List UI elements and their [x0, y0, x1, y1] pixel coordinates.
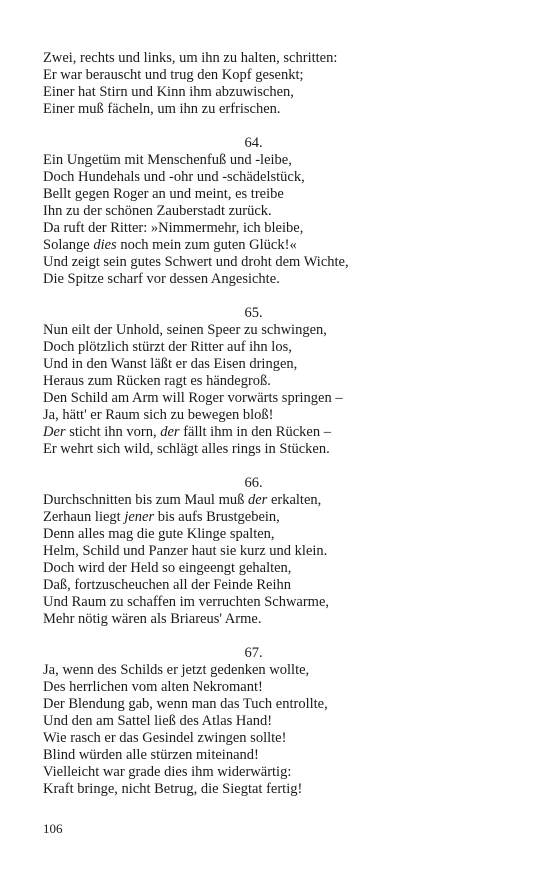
verse-line: Doch wird der Held so eingeengt gehalten,	[43, 560, 292, 576]
verse-line: Mehr nötig wären als Briareus' Arme.	[43, 611, 262, 627]
verse-line: Blind würden alle stürzen miteinand!	[43, 747, 259, 763]
verse-line: Den Schild am Arm will Roger vorwärts springen –	[43, 390, 343, 406]
emphasis: Der	[43, 424, 66, 440]
verse-line: Zerhaun liegt jener bis aufs Brustgebein,	[43, 509, 280, 525]
verse-line: Und zeigt sein gutes Schwert und droht dem Wichte,	[43, 254, 349, 270]
stanza-67	[43, 645, 483, 798]
emphasis: der	[247, 492, 268, 508]
verse-line: Er wehrt sich wild, schlägt alles rings in Stücken.	[43, 441, 330, 457]
verse-line: Da ruft der Ritter: »Nimmermehr, ich bleibe,	[43, 220, 304, 236]
verse-line: Die Spitze scharf vor dessen Angesichte.	[43, 271, 280, 287]
stanza-number: 66.	[244, 475, 263, 491]
verse-line: Doch Hundehals und -ohr und -schädelstück,	[43, 169, 305, 185]
verse-line: Einer hat Stirn und Kinn ihm abzuwischen,	[43, 84, 294, 100]
verse-line: Doch plötzlich stürzt der Ritter auf ihn los,	[43, 339, 292, 355]
verse-line: Zwei, rechts und links, um ihn zu halten, schritten:	[43, 50, 338, 66]
verse-line: Der Blendung gab, wenn man das Tuch entrollte,	[43, 696, 328, 712]
verse-line: Durchschnitten bis zum Maul muß der erkalten,	[43, 492, 322, 508]
stanza-66	[43, 475, 483, 628]
stanza-number: 67.	[244, 645, 263, 661]
stanza-number: 64.	[244, 135, 263, 151]
stanza-65	[43, 305, 483, 458]
verse-line: Kraft bringe, nicht Betrug, die Siegtat fertig!	[43, 781, 303, 797]
emphasis: dies	[93, 237, 117, 253]
verse-line: Und in den Wanst läßt er das Eisen dringen,	[43, 356, 298, 372]
verse-line: Ja, wenn des Schilds er jetzt gedenken wollte,	[43, 662, 310, 678]
verse-line: Ihn zu der schönen Zauberstadt zurück.	[43, 203, 272, 219]
verse-line: Nun eilt der Unhold, seinen Speer zu schwingen,	[43, 322, 327, 338]
stanza-64	[43, 135, 483, 288]
verse-line: Ein Ungetüm mit Menschenfuß und -leibe,	[43, 152, 292, 168]
verse-line: Wie rasch er das Gesindel zwingen sollte!	[43, 730, 287, 746]
verse-line: Und den am Sattel ließ des Atlas Hand!	[43, 713, 273, 729]
stanza-number: 65.	[244, 305, 263, 321]
verse-line: Der sticht ihn vorn, der fällt ihm in den Rücken –	[43, 424, 331, 440]
stanza-continued	[43, 50, 483, 118]
verse-line: Denn alles mag die gute Klinge spalten,	[43, 526, 275, 542]
verse-line: Vielleicht war grade dies ihm widerwärtig:	[43, 764, 292, 780]
verse-line: Des herrlichen vom alten Nekromant!	[43, 679, 263, 695]
verse-line: Solange dies noch mein zum guten Glück!«	[43, 237, 297, 253]
poem-page	[43, 50, 483, 798]
verse-line: Einer muß fächeln, um ihn zu erfrischen.	[43, 101, 281, 117]
verse-line: Helm, Schild und Panzer haut sie kurz und klein.	[43, 543, 328, 559]
emphasis: der	[160, 424, 180, 440]
verse-line: Heraus zum Rücken ragt es händegroß.	[43, 373, 271, 389]
verse-line: Bellt gegen Roger an und meint, es treibe	[43, 186, 284, 202]
emphasis: jener	[124, 509, 155, 525]
page-number: 106	[43, 821, 63, 836]
verse-line: Daß, fortzuscheuchen all der Feinde Reihn	[43, 577, 292, 593]
verse-line: Ja, hätt' er Raum sich zu bewegen bloß!	[43, 407, 274, 423]
verse-line: Er war berauscht und trug den Kopf gesenkt;	[43, 67, 304, 83]
verse-line: Und Raum zu schaffen im verruchten Schwarme,	[43, 594, 330, 610]
